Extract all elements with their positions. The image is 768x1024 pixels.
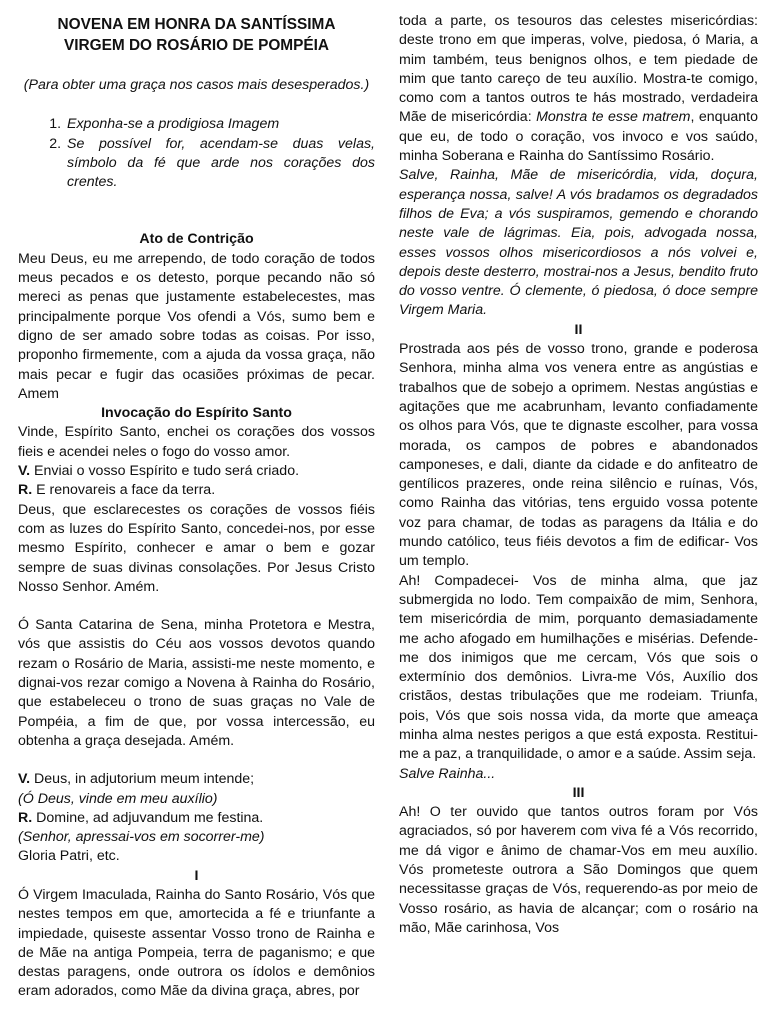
invocacao-heading: Invocação do Espírito Santo [101,405,292,422]
contricao-text: Meu Deus, eu me arrependo, de todo coração de todos meus pecados e os detesto, porque pecando não só mereci as penas que justamente estabelecestes, mas principalmente porque Vos ofendi a Vós, sumo bem e digno de ser amado sobre todas as coisas. Por isso, proponho firmemente, com a ajuda da vossa graça, não mais pecar e fugir das ocasiões próximas de pecar. Amem [18,250,375,402]
left-column [18,0,375,1002]
section-numeral-2: II [574,321,583,338]
section-3-text: Ah! O ter ouvido que tantos outros foram por Vós agraciados, só por haverem com viva fé a Vós recorrido, me dá vigor e ânimo de chamar-Vos em meu auxílio. Vós prometeste outrora a São Domingos que quem necessitasse graças de Vós, requerendo-as por meio de Vosso rosário, as havia de alcançar; com o rosário na mão, Mãe carinhosa, Vos [399,804,758,936]
title-line-2: VIRGEM DO ROSÁRIO DE POMPÉIA [63,37,330,54]
response-translation: (Senhor, apressai-vos em socorrer-me) [18,829,265,846]
right-column [399,12,758,938]
invocacao-response: R. E renovareis a face da terra. [18,482,216,499]
versicle-translation: (Ó Deus, vinde em meu auxílio) [18,790,218,807]
section-1-text-continued: toda a parte, os tesouros das celestes misericórdias: deste trono em que imperas, volve, piedosa, ó Maria, a mim também, teus benignos olhos, e tem piedade de mim que tanto careço de teu auxílio. Mostra-te comigo, como com a tantos outros te hás mostrado, verdadeira Mãe de misericórdia: Monstra te esse matrem, enquanto que eu, de todo o coração, vos invoco e vos saúdo, minha Soberana e Rainha do Santíssimo Rosário. [399,13,759,165]
invocacao-versicle: V. Enviai o vosso Espírito e tudo será criado. [18,463,300,480]
invocacao-line: Vinde, Espírito Santo, enchei os corações dos vossos fieis e acendei neles o fogo do vosso amor. [18,424,375,460]
versicle-latin: V. Deus, in adjutorium meum intende; [18,771,255,788]
instruction-item: 2. Se possível for, acendam-se duas velas, símbolo da fé que arde nos corações dos crentes. [65,135,375,193]
page-title [18,14,375,56]
response-latin: R. Domine, ad adjuvandum me festina. [18,809,264,826]
section-2-text-2: Ah! Compadecei- Vos de minha alma, que jaz submergida no lodo. Tem compaixão de mim, Senhora, tem misericórdia de mim, porquanto demasiadamente me acho afogado em humilhações e misérias. Defende-me dos inimigos que me cercam, Vós que sois o extermínio dos demônios. Livra-me Vós, Auxílio dos cristãos, destas tribulações que me rodeiam. Triunfa, pois, Vós que sois nossa vida, da morte que ameaça minha alma nestes perigos a que está exposta. Restitui-me a paz, a tranquilidade, o amor e a saúde. Assim seja. [399,572,758,763]
title-line-1: NOVENA EM HONRA DA SANTÍSSIMA [57,16,336,33]
salve-rainha-prayer: Salve, Rainha, Mãe de misericórdia, vida, doçura, esperança nossa, salve! A vós bradamos os degradados filhos de Eva; a vós suspiramos, gemendo e chorando neste vale de lágrimas. Eia, pois, advogada nossa, esses vossos olhos misericordiosos a nós volvei e, depois deste desterro, mostrai-nos a Jesus, bendito fruto do vosso ventre. Ó clemente, ó piedosa, ó doce sempre Virgem Maria. [399,167,758,319]
catarina-prayer: Ó Santa Catarina de Sena, minha Protetora e Mestra, vós que assistis do Céu aos vossos devotos quando rezam o Rosário de Maria, assisti-me neste momento, e dignai-vos rezar comigo a Novena à Rainha do Rosário, que estabeleceu o trono de suas graças no Vale de Pompéia, a fim de que, por vossa intercessão, eu obtenha a graça desejada. Amém. [18,617,375,749]
section-2-text: Prostrada aos pés de vosso trono, grande e poderosa Senhora, minha alma vos venera entre as angústias e trabalhos que de sobejo a oprimem. Nestas angústias e agitações que me acabrunham, levanto confiadamente os olhos para Vós, que te dignaste escolher, para vossa morada, os campos de pobres e abandonados camponeses, e dali, diante da cidade e do anfiteatro de gentílicos prazeres, onde reina silêncio e ruínas, Vós, como Rainha das vitórias, tens erguido vossa potente voz para chamar, de todas as paragens da Itália e do mundo católico, teus fiéis devotos a fim de edificar- Vos um templo. [399,341,758,570]
instructions-list [18,115,375,192]
invocacao-oracao: Deus, que esclarecestes os corações de vossos fiéis com as luzes do Espírito Santo, concedei-nos, por esse mesmo Espírito, conhecer e amar o bem e gozar sempre de suas divinas consolações. Por Jesus Cristo Nosso Senhor. Amém. [18,501,375,595]
instruction-item: 1. Exponha-se a prodigiosa Imagem [65,115,375,134]
contricao-heading: Ato de Contrição [139,231,254,248]
section-numeral-3: III [572,784,585,801]
subtitle: (Para obter uma graça nos casos mais desesperados.) [23,77,370,93]
section-1-text: Ó Virgem Imaculada, Rainha do Santo Rosário, Vós que nestes tempos em que, amortecida a fé e triunfante a impiedade, quiseste assentar Vosso trono de Rainha e de Mãe na antiga Pompeia, terra de paganismo; e que destas paragens, onde outrora os ídolos e demônios eram adorados, como Mãe da divina graça, abres, por [18,886,375,1000]
gloria-patri: Gloria Patri, etc. [18,848,120,865]
salve-rainha-short: Salve Rainha... [399,765,496,782]
section-numeral-1: I [194,867,199,884]
